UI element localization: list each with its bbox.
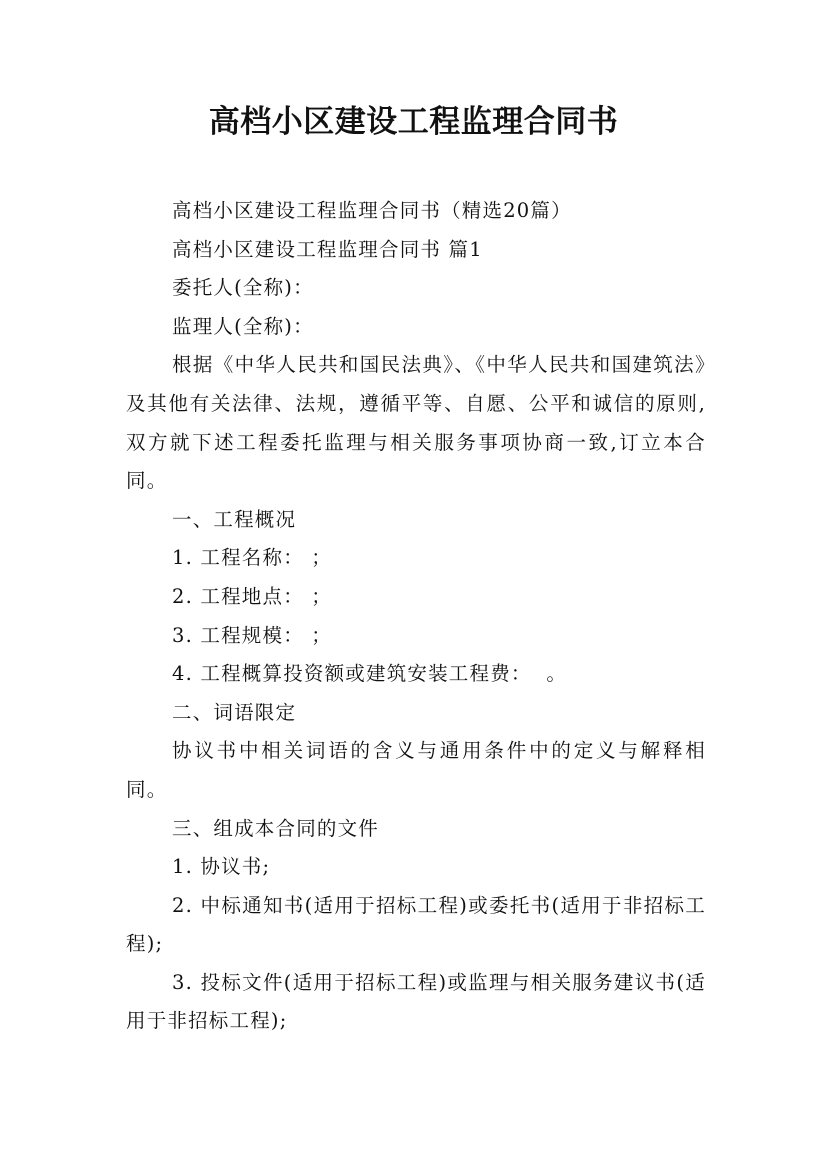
paragraph-heading-documents: 三、组成本合同的文件 (172, 816, 380, 840)
document-title: 高档小区建设工程监理合同书 (208, 104, 619, 140)
paragraph-heading-terms: 二、词语限定 (172, 700, 297, 724)
paragraph-project-scale: 3. 工程规模： ； (172, 623, 333, 647)
paragraph-project-name: 1. 工程名称： ； (172, 546, 333, 570)
paragraph-terms: 协议书中相关词语的含义与通用条件中的定义与解释相同。 (126, 739, 706, 801)
paragraph-section-heading: 高档小区建设工程监理合同书 篇1 (172, 237, 483, 261)
paragraph-project-location: 2. 工程地点： ； (172, 584, 333, 608)
paragraph-doc-award-notice: 2. 中标通知书(适用于招标工程)或委托书(适用于非招标工程); (126, 893, 706, 956)
paragraph-project-budget: 4. 工程概算投资额或建筑安装工程费： 。 (172, 662, 568, 686)
document-body (126, 192, 706, 1041)
paragraph-collection-heading: 高档小区建设工程监理合同书（精选20篇） (172, 199, 572, 222)
paragraph-preamble: 根据《中华人民共和国民法典》、《中华人民共和国建筑法》及其他有关法律、法规，遵循平等、自愿、公平和诚信的原则,双方就下述工程委托监理与相关服务事项协商一致,订立本合同。 (126, 353, 706, 493)
paragraph-doc-bid-documents: 3. 投标文件(适用于招标工程)或监理与相关服务建议书(适用于非招标工程); (126, 970, 706, 1033)
paragraph-heading-overview: 一、工程概况 (172, 507, 297, 531)
paragraph-supervisor: 监理人(全称)： (172, 314, 314, 338)
paragraph-doc-agreement: 1. 协议书; (172, 855, 271, 879)
paragraph-client: 委托人(全称)： (172, 276, 314, 300)
